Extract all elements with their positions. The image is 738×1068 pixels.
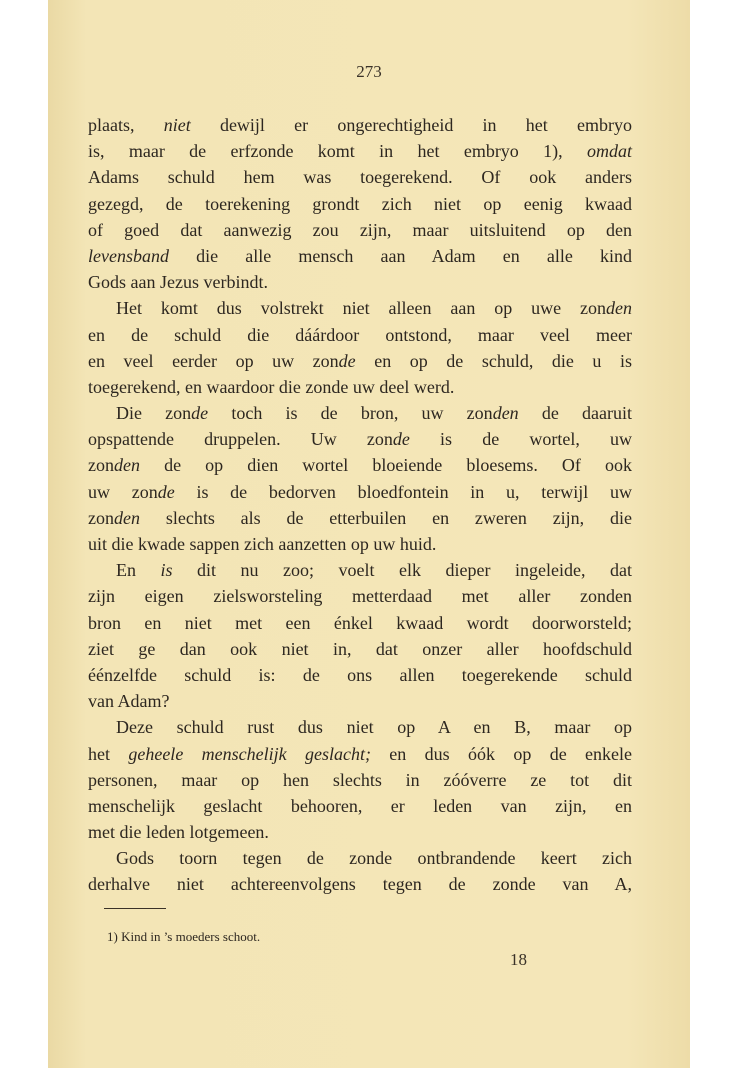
- text-line: [88, 505, 632, 531]
- text-run: het: [88, 743, 129, 764]
- text-line: [88, 871, 632, 897]
- text-run: Het komt dus volstrekt niet alleen aan op uwe zon: [116, 298, 606, 319]
- italic-text-run: geheele menschelijk geslacht;: [128, 743, 371, 764]
- text-line: [88, 164, 632, 190]
- text-run: is de bedorven bloedfontein in u, terwijl uw: [174, 481, 632, 502]
- text-run: en de schuld die dáárdoor ontstond, maar veel meer: [88, 324, 632, 345]
- text-run: gezegd, de toerekening grondt zich niet op eenig kwaad: [88, 193, 632, 214]
- footnote-divider: [104, 908, 166, 909]
- text-line: [88, 348, 632, 374]
- text-run: Die zon: [116, 403, 192, 424]
- text-run: met die leden lotgemeen.: [88, 822, 269, 843]
- text-run: plaats,: [88, 115, 164, 135]
- text-run: toch is de bron, uw zon: [208, 403, 493, 424]
- text-run: zon: [88, 507, 114, 528]
- text-line: [88, 269, 632, 295]
- signature-mark: 18: [510, 950, 527, 969]
- text-run: en veel eerder op uw zon: [88, 350, 339, 371]
- italic-text-run: den: [492, 403, 519, 424]
- italic-text-run: omdat: [587, 141, 632, 162]
- text-run: is, maar de erfzonde komt in het embryo 1),: [88, 141, 587, 162]
- text-line: [88, 793, 632, 819]
- text-run: Adams schuld hem was toegerekend. Of ook anders: [88, 167, 632, 188]
- text-run: personen, maar op hen slechts in zóóverre ze tot dit: [88, 769, 632, 790]
- text-run: opspattende druppelen. Uw zon: [88, 429, 393, 450]
- text-run: menschelijk geslacht behooren, er leden van zijn, en: [88, 795, 632, 816]
- text-line: [88, 767, 632, 793]
- text-run: zon: [88, 455, 114, 476]
- text-line: [88, 217, 632, 243]
- italic-text-run: den: [606, 298, 632, 319]
- text-line: [88, 295, 632, 321]
- text-run: ziet ge dan ook niet in, dat onzer aller hoofdschuld: [88, 638, 632, 659]
- text-line: [88, 426, 632, 452]
- book-page: [48, 0, 690, 1068]
- text-line: [88, 374, 632, 400]
- text-line: [88, 741, 632, 767]
- text-run: de daaruit: [518, 403, 633, 424]
- text-line: [88, 610, 632, 636]
- italic-text-run: de: [392, 429, 410, 450]
- text-run: van Adam?: [88, 691, 170, 712]
- text-run: die alle mensch aan Adam en alle kind: [168, 245, 632, 266]
- text-run: dewijl er ongerechtigheid in het embryo: [190, 115, 632, 135]
- text-run: En: [116, 560, 161, 581]
- text-line: [88, 400, 632, 426]
- italic-text-run: den: [114, 455, 140, 476]
- text-run: dit nu zoo; voelt elk dieper ingeleide, dat: [172, 560, 632, 581]
- text-run: is de wortel, uw: [409, 429, 633, 450]
- text-run: en op de schuld, die u is: [355, 350, 632, 371]
- text-run: uit die kwade sappen zich aanzetten op uw huid.: [88, 534, 437, 554]
- text-run: de op dien wortel bloeiende bloesems. Of ook: [140, 455, 632, 476]
- text-line: [88, 138, 632, 164]
- text-run: en dus óók op de enkele: [370, 743, 632, 764]
- text-line: [88, 531, 632, 557]
- text-line: [88, 452, 632, 478]
- text-run: éénzelfde schuld is: de ons allen toegerekende schuld: [88, 664, 632, 685]
- text-line: [88, 243, 632, 269]
- page-number: 273: [356, 62, 382, 81]
- italic-text-run: de: [338, 350, 356, 371]
- footnote: 1) Kind in ’s moeders schoot.: [107, 929, 261, 944]
- text-line: [88, 583, 632, 609]
- text-run: zijn eigen zielsworsteling metterdaad met aller zonden: [88, 586, 632, 607]
- italic-text-run: den: [114, 507, 140, 528]
- text-run: of goed dat aanwezig zou zijn, maar uitsluitend op den: [88, 219, 632, 240]
- text-run: Deze schuld rust dus niet op A en B, maar op: [116, 717, 632, 738]
- body-text: [88, 112, 632, 898]
- text-run: slechts als de etterbuilen en zweren zijn, die: [140, 507, 632, 528]
- text-run: uw zon: [88, 481, 158, 502]
- text-line: [88, 191, 632, 217]
- text-line: [88, 662, 632, 688]
- text-run: derhalve niet achtereenvolgens tegen de zonde van A,: [88, 874, 632, 895]
- text-run: bron en niet met een énkel kwaad wordt doorworsteld;: [88, 612, 632, 633]
- text-line: [88, 636, 632, 662]
- text-line: [88, 557, 632, 583]
- text-run: toegerekend, en waardoor die zonde uw deel werd.: [88, 376, 455, 397]
- italic-text-run: levensband: [88, 245, 169, 266]
- italic-text-run: niet: [163, 115, 191, 135]
- italic-text-run: de: [191, 403, 209, 424]
- text-line: [88, 845, 632, 871]
- text-line: [88, 322, 632, 348]
- text-line: [88, 112, 632, 138]
- text-line: [88, 479, 632, 505]
- italic-text-run: de: [157, 481, 175, 502]
- text-run: Gods toorn tegen de zonde ontbrandende keert zich: [116, 848, 632, 869]
- text-line: [88, 819, 632, 845]
- text-line: [88, 688, 632, 714]
- text-line: [88, 714, 632, 740]
- italic-text-run: is: [160, 560, 173, 581]
- text-run: Gods aan Jezus verbindt.: [88, 272, 268, 293]
